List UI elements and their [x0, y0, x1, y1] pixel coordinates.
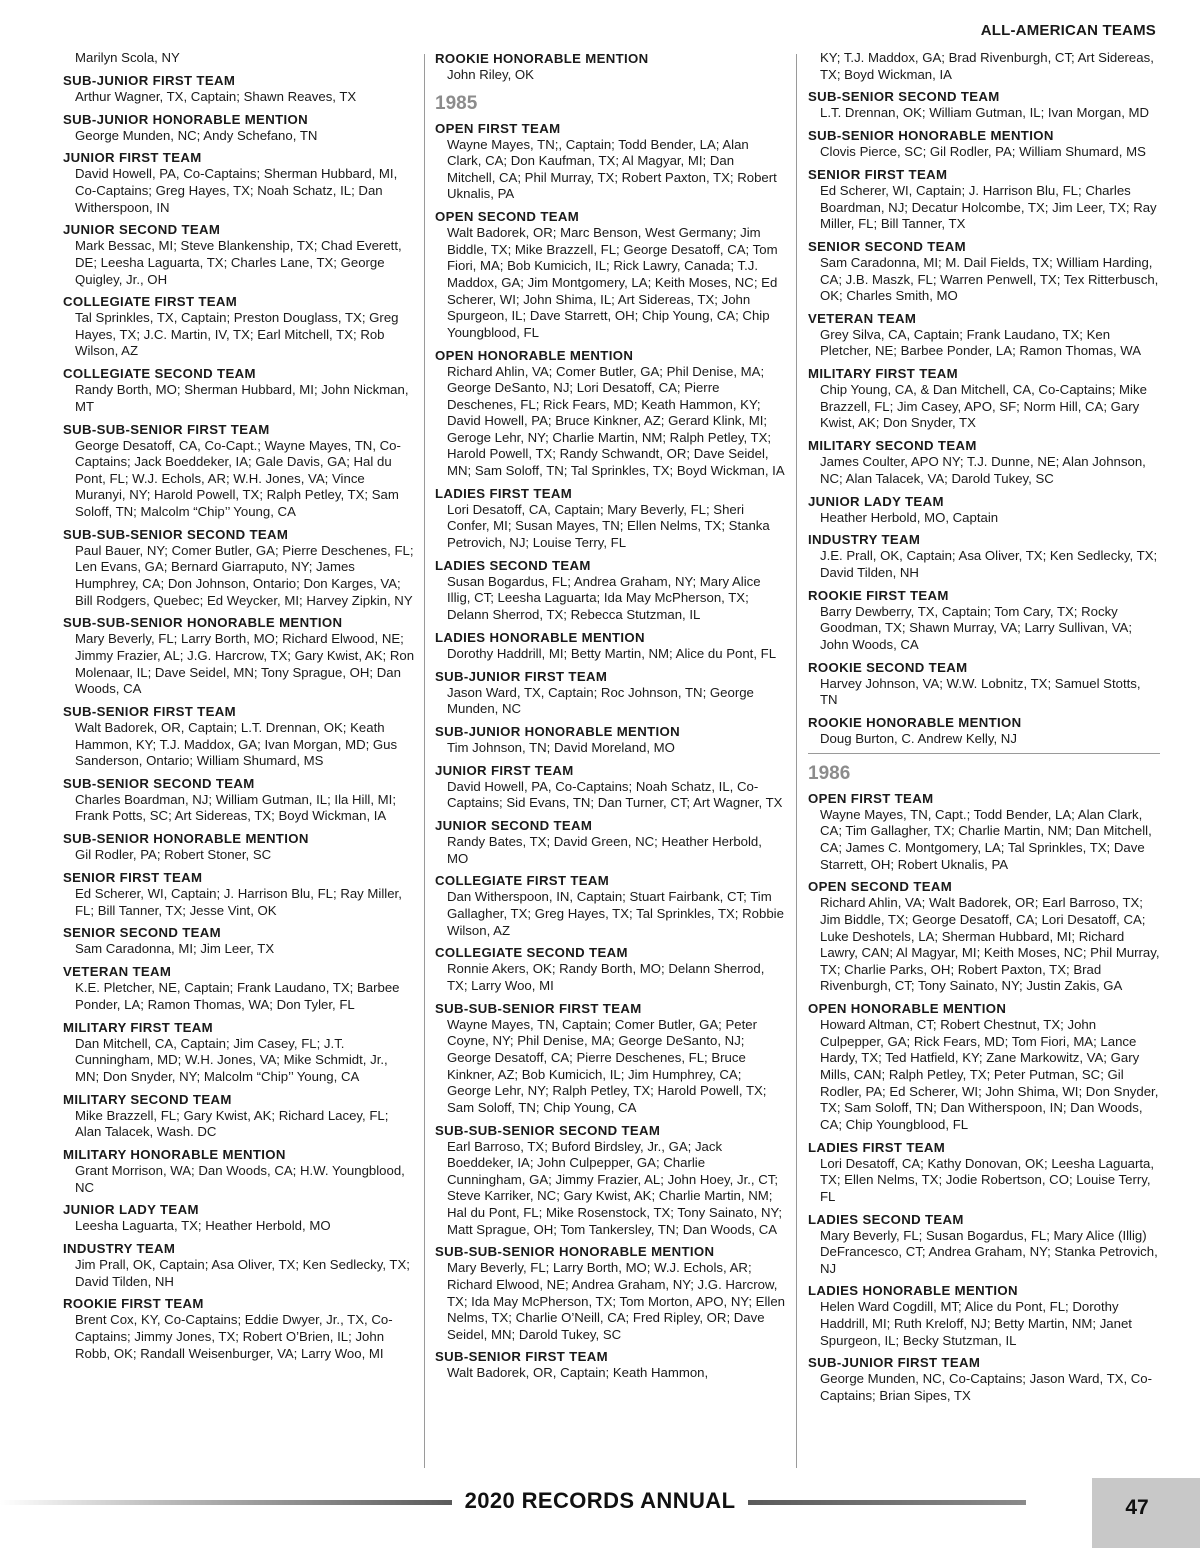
team-section	[808, 659, 1160, 709]
team-members: Mary Beverly, FL; Larry Borth, MO; Richard Elwood, NE; Jimmy Frazier, AL; J.G. Harcrow, TX; Gary Kwist, AK; Ron Molenaar, IL; Dave Seidel, MN; Tony Sprague, OH; Dan Woods, CA	[75, 631, 415, 697]
team-section	[63, 1019, 415, 1086]
team-members: Harvey Johnson, VA; W.W. Lobnitz, TX; Samuel Stotts, TN	[820, 675, 1141, 708]
team-members: Dan Mitchell, CA, Captain; Jim Casey, FL; J.T. Cunningham, MD; W.H. Jones, VA; Mike Schmidt, Jr., MN; Don Snyder, NY; Malcolm “Chip’’ Young, CA	[75, 1035, 388, 1084]
team-section	[808, 1211, 1160, 1278]
team-section	[63, 50, 415, 67]
team-heading: OPEN SECOND TEAM	[808, 879, 953, 895]
team-heading: VETERAN TEAM	[63, 964, 172, 980]
team-heading: INDUSTRY TEAM	[63, 1241, 176, 1257]
team-members: Sam Caradonna, MI; M. Dail Fields, TX; William Harding, CA; J.B. Maszk, FL; Warren Penwell, TX; Tex Ritterbusch, OK; Charles Smith, MO	[820, 254, 1159, 304]
team-section	[435, 1243, 785, 1343]
team-heading: SUB-SUB-SENIOR SECOND TEAM	[435, 1122, 661, 1138]
team-members: Lori Desatoff, CA, Captain; Mary Beverly, FL; Sheri Confer, MI; Susan Mayes, TN; Ellen Nelms, TX; Stanka Petrovich, NJ; Louise Terry, FL	[447, 501, 770, 551]
team-heading: LADIES SECOND TEAM	[808, 1211, 964, 1227]
team-heading: SUB-SENIOR FIRST TEAM	[63, 703, 236, 719]
team-section	[63, 1146, 415, 1196]
team-heading: LADIES HONORABLE MENTION	[808, 1283, 1018, 1299]
team-members: Gil Rodler, PA; Robert Stoner, SC	[75, 847, 272, 863]
team-section	[63, 703, 415, 770]
team-members: Walt Badorek, OR; Marc Benson, West Germany; Jim Biddle, TX; Mike Brazzell, FL; George Desatoff, CA; Tom Fiori, MA; Bob Kumicich, IL; Rick Lawry, Canada; T.J. Maddox, GA; Jim Montgomery, LA; Keith Moses, NC; Ed Scherer, WI; John Shima, IL; Art Sidereas, TX; John Spurgeon, IL; Dave Starrett, OH; Chip Young, CA; Chip Youngblood, FL	[447, 225, 778, 340]
team-section	[435, 485, 785, 552]
team-section	[435, 872, 785, 939]
column-3	[808, 50, 1160, 1410]
footer-rule-right	[748, 1500, 1026, 1505]
team-section	[808, 493, 1160, 527]
team-members: Sam Caradonna, MI; Jim Leer, TX	[75, 941, 275, 957]
team-section	[63, 1240, 415, 1290]
team-members: Dan Witherspoon, IN, Captain; Stuart Fairbank, CT; Tim Gallagher, TX; Greg Hayes, TX; Tal Sprinkles, TX; Robbie Wilson, AZ	[447, 889, 784, 938]
team-heading: LADIES FIRST TEAM	[435, 485, 573, 501]
team-members: J.E. Prall, OK, Captain; Asa Oliver, TX; Ken Sedlecky, TX; David Tilden, NH	[820, 548, 1158, 580]
team-section	[808, 1000, 1160, 1133]
team-section	[63, 1295, 415, 1362]
column-divider	[796, 54, 797, 1468]
team-heading: ROOKIE FIRST TEAM	[808, 587, 949, 603]
team-heading: ROOKIE HONORABLE MENTION	[435, 51, 649, 66]
team-members: Charles Boardman, NJ; William Gutman, IL; Ila Hill, MI; Frank Potts, SC; Art Sidereas, TX; Boyd Wickman, IA	[75, 791, 396, 824]
team-section	[808, 310, 1160, 360]
team-heading: COLLEGIATE FIRST TEAM	[63, 294, 238, 310]
team-members: Marilyn Scola, NY	[75, 50, 180, 65]
team-heading: OPEN HONORABLE MENTION	[808, 1001, 1007, 1017]
team-heading: SENIOR SECOND TEAM	[63, 925, 221, 941]
team-heading: SUB-JUNIOR FIRST TEAM	[808, 1355, 981, 1371]
year-heading: 1985	[435, 92, 478, 114]
team-section	[63, 111, 415, 145]
team-section	[435, 1122, 785, 1239]
team-heading: SUB-JUNIOR HONORABLE MENTION	[63, 111, 308, 127]
team-section	[63, 963, 415, 1013]
team-heading: COLLEGIATE SECOND TEAM	[435, 945, 628, 961]
team-section	[435, 347, 785, 480]
team-heading: MILITARY FIRST TEAM	[808, 366, 958, 382]
column-1	[63, 50, 415, 1367]
team-members: Walt Badorek, OR, Captain; L.T. Drennan, OK; Keath Hammon, KY; T.J. Maddox, GA; Ivan Morgan, MD; Gus Sanderson, Ontario; William Shumard, MS	[75, 719, 398, 769]
team-members: Mark Bessac, MI; Steve Blankenship, TX; Chad Everett, DE; Leesha Laguarta, TX; Charles Lane, TX; George Quigley, Jr., OH	[75, 238, 402, 287]
team-members: Chip Young, CA, & Dan Mitchell, CA, Co-Captains; Mike Brazzell, FL; Jim Casey, APO, SF; Norm Hill, CA; Gary Kwist, AK; Don Snyder, TX	[820, 382, 1147, 431]
team-heading: SUB-SUB-SENIOR FIRST TEAM	[435, 1000, 642, 1016]
team-members: Jim Prall, OK, Captain; Asa Oliver, TX; Ken Sedlecky, TX; David Tilden, NH	[75, 1257, 410, 1289]
team-heading: SUB-JUNIOR HONORABLE MENTION	[435, 723, 680, 739]
team-section	[63, 149, 415, 216]
team-section	[63, 830, 415, 864]
team-section	[63, 924, 415, 958]
team-section	[63, 221, 415, 288]
team-section	[808, 437, 1160, 487]
team-heading: COLLEGIATE FIRST TEAM	[435, 873, 610, 889]
team-section	[435, 944, 785, 994]
team-heading: SUB-SUB-SENIOR SECOND TEAM	[63, 526, 289, 542]
team-members: Howard Altman, CT; Robert Chestnut, TX; John Culpepper, GA; Rick Fears, MD; Tom Fiori, MA; Lance Hardy, TX; Ted Hatfield, KY; Zane Markowitz, VA; Gary Mills, CAN; Ralph Petley, TX; Peter Putman, SC; Gil Rodler, PA; Ed Scherer, WI; John Shima, WI; Don Snyder, TX; Sam Soloff, TN; Dan Witherspoon, IN; Dan Woods, CA; Chip Youngblood, FL	[820, 1017, 1159, 1132]
team-heading: MILITARY SECOND TEAM	[63, 1091, 232, 1107]
team-members: Paul Bauer, NY; Comer Butler, GA; Pierre Deschenes, FL; Len Evans, GA; Bernard Giarraputo, NY; James Humphrey, CA; Don Johnson, Ontario; Don Karges, VA; Bill Rodgers, Quebec; Ed Weycker, MI; Harvey Zipkin, NY	[75, 542, 414, 608]
team-members: Wayne Mayes, TN, Capt.; Todd Bender, LA; Alan Clark, CA; Tim Gallagher, TX; Charlie Martin, NM; Dan Mitchell, CA; James C. Montgomery, LA; Tal Sprinkles, TX; Dave Starrett, OH; Robert Uknalis, PA	[820, 806, 1152, 872]
team-members: Clovis Pierce, SC; Gil Rodler, PA; William Shumard, MS	[820, 144, 1146, 160]
team-section	[63, 775, 415, 825]
team-members: Richard Ahlin, VA; Walt Badorek, OR; Earl Barroso, TX; Jim Biddle, TX; George Desatoff, CA; Lori Desatoff, CA; Luke Deshotels, LA; Sherman Hubbard, MI; Richard Lawry, CAN; Al Magyar, MI; Keith Moses, NC; Phil Murray, TX; Charlie Parks, OH; Robert Paxton, TX; Brad Rivenburgh, CT; Tony Sainato, NY; Justin Zakis, GA	[820, 895, 1160, 994]
team-section	[808, 878, 1160, 995]
team-section	[63, 869, 415, 919]
team-heading: SUB-SUB-SENIOR HONORABLE MENTION	[63, 615, 343, 631]
team-heading: LADIES HONORABLE MENTION	[435, 629, 645, 645]
team-members: Walt Badorek, OR, Captain; Keath Hammon,	[447, 1365, 709, 1381]
team-section	[808, 238, 1160, 305]
team-members: John Riley, OK	[447, 67, 534, 82]
team-section	[435, 629, 785, 663]
team-heading: VETERAN TEAM	[808, 310, 917, 326]
team-section	[63, 1091, 415, 1141]
team-members: Mary Beverly, FL; Larry Borth, MO; W.J. Echols, AR; Richard Elwood, NE; Andrea Graham, NY; J.G. Harcrow, TX; Ida May McPherson, TX; Tom Morton, APO, NY; Ellen Nelms, TX; Charlie O’Neill, CA; Fred Ripley, OR; Dave Seidel, MN; Darold Tukey, SC	[447, 1260, 785, 1342]
team-section	[808, 365, 1160, 432]
team-members: Randy Bates, TX; David Green, NC; Heather Herbold, MO	[447, 834, 762, 866]
team-heading: SENIOR SECOND TEAM	[808, 238, 966, 254]
team-heading: SENIOR FIRST TEAM	[63, 870, 203, 886]
team-heading: OPEN HONORABLE MENTION	[435, 347, 634, 363]
content-columns	[0, 50, 1200, 1470]
team-members: Helen Ward Cogdill, MT; Alice du Pont, FL; Dorothy Haddrill, MI; Ruth Kreloff, NJ; Betty Martin, NM; Janet Spurgeon, IL; Becky Stutzman, IL	[820, 1299, 1132, 1348]
team-heading: ROOKIE HONORABLE MENTION	[808, 715, 1022, 731]
team-section	[63, 1201, 415, 1235]
team-heading: OPEN SECOND TEAM	[435, 209, 580, 225]
team-members: David Howell, PA, Co-Captains; Noah Schatz, IL, Co-Captains; Sid Evans, TN; Dan Turner, CT; Art Wagner, TX	[447, 778, 783, 811]
team-section	[435, 723, 785, 757]
team-section	[435, 557, 785, 624]
team-members: L.T. Drennan, OK; William Gutman, IL; Ivan Morgan, MD	[820, 105, 1150, 121]
team-heading: OPEN FIRST TEAM	[808, 790, 934, 806]
team-section	[808, 88, 1160, 122]
team-section	[808, 531, 1160, 581]
team-members: Tim Johnson, TN; David Moreland, MO	[447, 739, 675, 755]
team-members: George Desatoff, CA, Co-Capt.; Wayne Mayes, TN, Co-Captains; Jack Boeddeker, IA; Gale Davis, GA; Hal du Pont, FL; W.J. Echols, AR; W.H. Jones, VA; Vince Muranyi, NY; Harold Powell, TX; Ralph Petley, TX; Sam Soloff, TN; Malcolm “Chip’’ Young, CA	[75, 437, 401, 519]
team-section	[435, 762, 785, 812]
team-members: Mike Brazzell, FL; Gary Kwist, AK; Richard Lacey, FL; Alan Talacek, Wash. DC	[75, 1107, 389, 1140]
team-heading: SUB-SUB-SENIOR HONORABLE MENTION	[435, 1244, 715, 1260]
team-members: Lori Desatoff, CA; Kathy Donovan, OK; Leesha Laguarta, TX; Ellen Nelms, TX; Jodie Robertson, CO; Louise Terry, FL	[820, 1155, 1155, 1204]
column-2	[435, 50, 785, 1387]
team-heading: JUNIOR FIRST TEAM	[63, 150, 202, 166]
team-heading: SUB-JUNIOR FIRST TEAM	[63, 72, 236, 88]
team-members: George Munden, NC; Andy Schefano, TN	[75, 127, 318, 143]
team-members: Heather Herbold, MO, Captain	[820, 509, 999, 525]
team-heading: ROOKIE FIRST TEAM	[63, 1296, 204, 1312]
team-heading: SUB-SENIOR FIRST TEAM	[435, 1349, 608, 1365]
team-members: Richard Ahlin, VA; Comer Butler, GA; Phil Denise, MA; George DeSanto, NJ; Lori Desatoff, CA; Pierre Deschenes, FL; Rick Fears, MD; Keath Hammon, KY; David Howell, PA; Bruce Kinkner, AZ; Gerard Klink, MI; Geroge Lehr, NY; Charlie Martin, NM; Ralph Petley, TX; Harold Powell, TX; Randy Schwandt, OR; Dave Seidel, MN; Sam Soloff, TN; Tal Sprinkles, TX; Boyd Wickman, IA	[447, 363, 785, 479]
team-section	[63, 293, 415, 360]
team-members: K.E. Pletcher, NE, Captain; Frank Laudano, TX; Barbee Ponder, LA; Ramon Thomas, WA; Don Tyler, FL	[75, 980, 400, 1012]
team-members: James Coulter, APO NY; T.J. Dunne, NE; Alan Johnson, NC; Alan Talacek, VA; Darold Tukey, SC	[820, 454, 1146, 486]
page-number-tab	[1092, 1478, 1200, 1548]
team-heading: MILITARY HONORABLE MENTION	[63, 1146, 286, 1162]
team-members: Grey Silva, CA, Captain; Frank Laudano, TX; Ken Pletcher, NE; Barbee Ponder, LA; Ramon Thomas, WA	[820, 326, 1142, 359]
team-members: Jason Ward, TX, Captain; Roc Johnson, TN; George Munden, NC	[447, 684, 754, 717]
page-footer	[0, 1478, 1200, 1548]
team-section	[63, 72, 415, 106]
team-heading: JUNIOR LADY TEAM	[63, 1202, 199, 1218]
team-section	[435, 120, 785, 203]
team-members: Ed Scherer, WI, Captain; J. Harrison Blu, FL; Ray Miller, FL; Bill Tanner, TX; Jesse Vint, OK	[75, 886, 402, 918]
publication-title: 2020 RECORDS ANNUAL	[464, 1488, 736, 1513]
team-heading: JUNIOR SECOND TEAM	[435, 818, 593, 834]
team-members: Brent Cox, KY, Co-Captains; Eddie Dwyer, Jr., TX, Co-Captains; Jimmy Jones, TX; Robert O’Brien, IL; John Robb, OK; Randall Weisenburger, VA; Larry Woo, MI	[75, 1312, 393, 1361]
team-members: Ronnie Akers, OK; Randy Borth, MO; Delann Sherrod, TX; Larry Woo, MI	[447, 961, 765, 994]
team-heading: JUNIOR SECOND TEAM	[63, 222, 221, 238]
team-members: David Howell, PA, Co-Captains; Sherman Hubbard, MI, Co-Captains; Greg Hayes, TX; Noah Schatz, IL; Dan Witherspoon, IN	[75, 166, 398, 215]
team-section	[435, 817, 785, 867]
team-section	[808, 587, 1160, 654]
team-section	[808, 1282, 1160, 1349]
team-heading: JUNIOR FIRST TEAM	[435, 762, 574, 778]
team-members: Wayne Mayes, TN;, Captain; Todd Bender, LA; Alan Clark, CA; Don Kaufman, TX; Al Magyar, MI; Dan Mitchell, CA; Phil Murray, TX; Robert Paxton, TX; Robert Uknalis, PA	[447, 136, 777, 202]
team-members: Susan Bogardus, FL; Andrea Graham, NY; Mary Alice Illig, CT; Leesha Laguarta; Ida May McPherson, TX; Delann Sherrod, TX; Rebecca Stutzman, IL	[447, 573, 761, 622]
column-divider	[424, 54, 425, 1468]
team-section	[808, 1354, 1160, 1404]
team-members: Dorothy Haddrill, MI; Betty Martin, NM; Alice du Pont, FL	[447, 645, 777, 661]
team-section	[63, 526, 415, 609]
team-members: Arthur Wagner, TX, Captain; Shawn Reaves, TX	[75, 88, 357, 104]
team-members: Tal Sprinkles, TX, Captain; Preston Douglass, TX; Greg Hayes, TX; J.C. Martin, IV, TX; Earl Mitchell, TX; Rob Wilson, AZ	[75, 310, 399, 359]
team-members: Leesha Laguarta, TX; Heather Herbold, MO	[75, 1218, 331, 1234]
team-heading: LADIES FIRST TEAM	[808, 1139, 946, 1155]
year-divider	[808, 753, 1160, 754]
team-heading: JUNIOR LADY TEAM	[808, 493, 944, 509]
team-members: Mary Beverly, FL; Susan Bogardus, FL; Mary Alice (Illig) DeFrancesco, CT; Andrea Graham, NY; Stanka Petrovich, NJ	[820, 1227, 1158, 1276]
team-members: Earl Barroso, TX; Buford Birdsley, Jr., GA; Jack Boeddeker, IA; John Culpepper, GA; Charlie Cunningham, GA; Jimmy Frazier, AL; John Hoey, Jr., CT; Steve Karriker, NC; Gary Kwist, AK; Charlie Martin, NM; Hal du Pont, FL; Mike Rosenstock, TX; Tony Sainato, NY; Matt Sprague, OH; Tom Tankersley, TN; Dan Woods, CA	[447, 1138, 783, 1237]
team-heading: SUB-SENIOR SECOND TEAM	[63, 775, 255, 791]
team-heading: OPEN FIRST TEAM	[435, 120, 561, 136]
team-heading: SUB-SENIOR HONORABLE MENTION	[808, 128, 1054, 144]
team-section	[808, 714, 1160, 748]
footer-rule-left	[0, 1500, 452, 1505]
team-section	[435, 668, 785, 718]
team-section	[435, 208, 785, 341]
team-section	[808, 50, 1160, 83]
team-section	[435, 1000, 785, 1117]
team-members: KY; T.J. Maddox, GA; Brad Rivenburgh, CT; Art Sidereas, TX; Boyd Wickman, IA	[820, 50, 1154, 82]
team-heading: MILITARY FIRST TEAM	[63, 1019, 213, 1035]
team-heading: SUB-SUB-SENIOR FIRST TEAM	[63, 421, 270, 437]
team-heading: SENIOR FIRST TEAM	[808, 166, 948, 182]
team-section	[808, 166, 1160, 233]
team-heading: SUB-JUNIOR FIRST TEAM	[435, 668, 608, 684]
team-section	[435, 1348, 785, 1382]
page-number: 47	[1125, 1496, 1149, 1519]
team-section	[808, 1139, 1160, 1206]
team-members: Barry Dewberry, TX, Captain; Tom Cary, TX; Rocky Goodman, TX; Shawn Murray, VA; Larry Sullivan, VA; John Woods, CA	[820, 603, 1132, 652]
team-members: Doug Burton, C. Andrew Kelly, NJ	[820, 731, 1017, 747]
team-heading: INDUSTRY TEAM	[808, 532, 921, 548]
team-heading: LADIES SECOND TEAM	[435, 557, 591, 573]
team-members: Wayne Mayes, TN, Captain; Comer Butler, GA; Peter Coyne, NY; Phil Denise, MA; George DeSanto, NJ; George Desatoff, CA; Pierre Deschenes, FL; Bruce Kinkner, AZ; Bob Kumicich, IL; Jim Humphrey, CA; George Lehr, NY; Ralph Petley, TX; Harold Powell, TX; Sam Soloff, TN; Chip Young, CA	[447, 1016, 767, 1115]
team-members: Randy Borth, MO; Sherman Hubbard, MI; John Nickman, MT	[75, 382, 409, 414]
team-heading: SUB-SENIOR HONORABLE MENTION	[63, 831, 309, 847]
team-section	[808, 127, 1160, 161]
year-heading: 1986	[808, 762, 851, 784]
team-members: George Munden, NC, Co-Captains; Jason Ward, TX, Co-Captains; Brian Sipes, TX	[820, 1371, 1153, 1404]
section-title: ALL-AMERICAN TEAMS	[980, 22, 1156, 39]
team-members: Grant Morrison, WA; Dan Woods, CA; H.W. Youngblood, NC	[75, 1162, 405, 1195]
team-section	[63, 421, 415, 521]
team-section	[63, 365, 415, 415]
team-heading: MILITARY SECOND TEAM	[808, 438, 977, 454]
team-section	[435, 50, 785, 84]
team-members: Ed Scherer, WI, Captain; J. Harrison Blu, FL; Charles Boardman, NJ; Decatur Holcombe, TX; Jim Leer, TX; Ray Miller, FL; Bill Tanner, TX	[820, 182, 1157, 232]
team-section	[808, 790, 1160, 873]
team-section	[63, 614, 415, 697]
team-heading: ROOKIE SECOND TEAM	[808, 659, 968, 675]
team-heading: COLLEGIATE SECOND TEAM	[63, 366, 256, 382]
team-heading: SUB-SENIOR SECOND TEAM	[808, 89, 1000, 105]
